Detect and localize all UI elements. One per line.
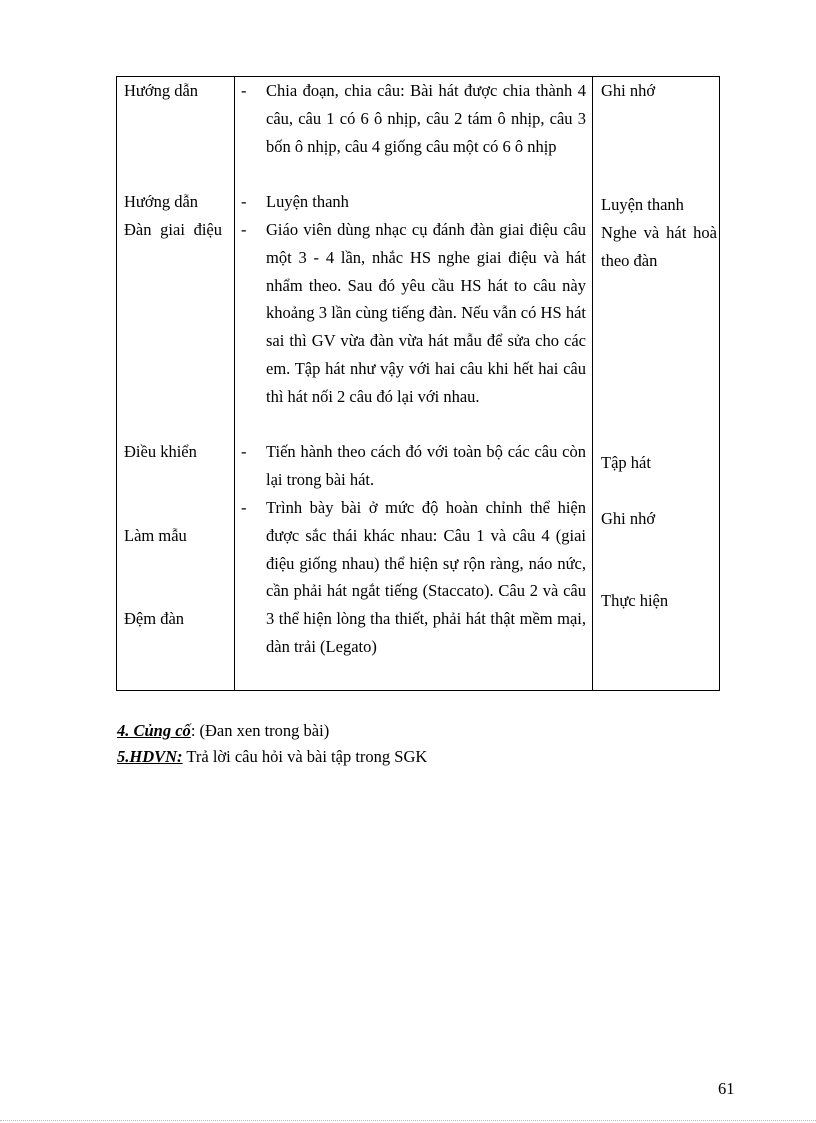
cung-co-text: : (Đan xen trong bài) xyxy=(190,721,330,740)
action-cell: Đàn giai điệu xyxy=(124,220,222,239)
activity-cell: Luyện thanh xyxy=(601,195,684,214)
content-cell: Trình bày bài ở mức độ hoàn chỉnh thể hiện được sắc thái khác nhau: Câu 1 và câu 4 (giai điệu giống nhau) thể hiện sự rộn ràng, náo nức, cần phải hát ngắt tiếng (Staccato). Câu 2 và câu 3 thể hiện lòng tha thiết, phải hát thật mềm mại, dàn trải (Legato) xyxy=(266,498,586,656)
hdvn-note xyxy=(117,746,427,768)
page-bottom-divider xyxy=(0,1120,816,1121)
content-cell: Luyện thanh xyxy=(266,192,349,211)
content-cell: Giáo viên dùng nhạc cụ đánh đàn giai điệu câu một 3 - 4 lần, nhắc HS nghe giai điệu và hát nhẩm theo. Sau đó yêu cầu HS hát to câu này khoảng 3 lần cùng tiếng đàn. Nếu vẫn có HS hát sai thì GV vừa đàn vừa hát mẫu để sửa cho các em. Tập hát như vậy với hai câu khi hết hai câu thì hát nối 2 câu đó lại với nhau. xyxy=(266,220,586,406)
cung-co-note xyxy=(117,720,329,742)
list-dash: - xyxy=(241,220,247,239)
action-cell: Điều khiển xyxy=(124,442,197,461)
activity-cell: Nghe và hát hoà theo đàn xyxy=(601,223,717,270)
page-number: 61 xyxy=(718,1079,735,1098)
action-cell: Làm mẫu xyxy=(124,526,187,545)
activity-cell: Ghi nhớ xyxy=(601,509,656,528)
action-cell: Hướng dẫn xyxy=(124,192,199,211)
activity-cell: Thực hiện xyxy=(601,591,669,610)
list-dash: - xyxy=(241,192,247,211)
activity-cell: Ghi nhớ xyxy=(601,81,656,100)
content-cell: Chia đoạn, chia câu: Bài hát được chia thành 4 câu, câu 1 có 6 ô nhịp, câu 2 tám ô nhịp, câu 3 bốn ô nhịp, câu 4 giống câu một có 6 ô nhịp xyxy=(266,81,586,156)
list-dash: - xyxy=(241,81,247,100)
action-cell: Đệm đàn xyxy=(124,609,185,628)
lesson-table xyxy=(116,76,720,691)
action-cell: Hướng dẫn xyxy=(124,81,199,100)
hdvn-text: Trả lời câu hỏi và bài tập trong SGK xyxy=(182,747,428,766)
list-dash: - xyxy=(241,498,247,517)
hdvn-label: 5.HDVN: xyxy=(117,747,183,766)
content-cell: Tiến hành theo cách đó với toàn bộ các câu còn lại trong bài hát. xyxy=(266,442,586,489)
column-divider xyxy=(592,77,593,690)
cung-co-label: 4. Củng cố xyxy=(117,721,191,740)
list-dash: - xyxy=(241,442,247,461)
activity-cell: Tập hát xyxy=(601,453,651,472)
column-divider xyxy=(234,77,235,690)
